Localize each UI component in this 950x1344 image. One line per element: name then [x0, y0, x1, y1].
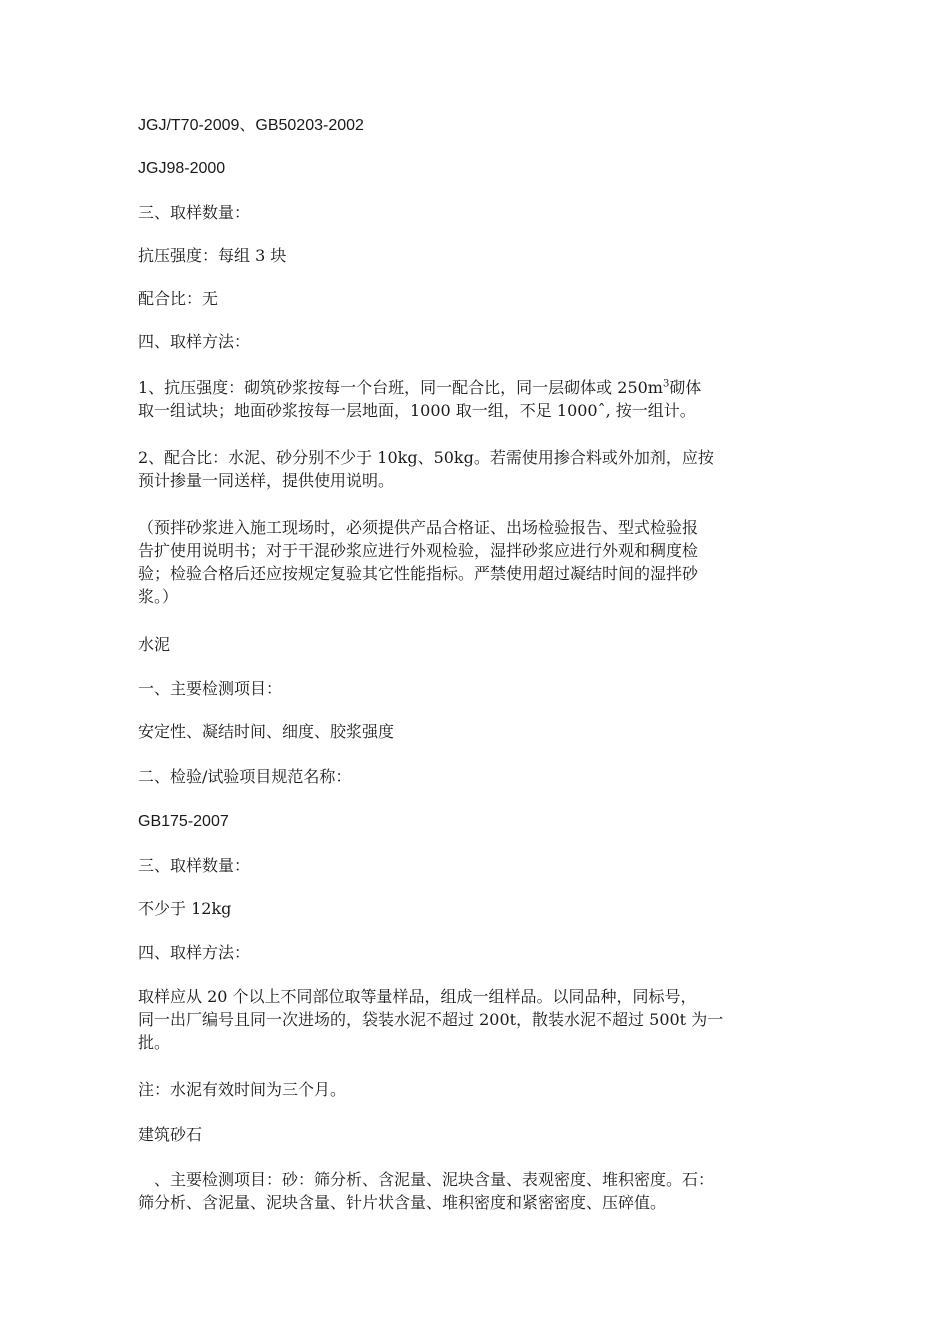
paragraph-cement-sampling-method: [138, 985, 818, 1054]
mix-ratio-quantity: 配合比：无: [138, 289, 219, 308]
standard-code-jgj98: JGJ98-2000: [138, 160, 226, 177]
text-line: 批。: [138, 1033, 171, 1052]
section-title-sand-stone: 建筑砂石: [138, 1125, 203, 1144]
paragraph-sand-stone-tests: [138, 1168, 818, 1214]
text-line: 浆。）: [138, 587, 179, 606]
text-line: 告扩使用说明书；对于干混砂浆应进行外观检验，湿拌砂浆应进行外观和稠度检: [138, 541, 699, 560]
text-segment: 砌体: [669, 378, 702, 397]
text-line: [138, 376, 818, 399]
paragraph-compressive-strength-method: [138, 376, 818, 422]
superscript: 3: [662, 378, 670, 390]
section-heading-sample-quantity-cement: 三、取样数量：: [138, 856, 251, 875]
cement-test-items: 安定性、凝结时间、细度、胶浆强度: [138, 722, 395, 741]
standard-codes-line: JGJ/T70-2009、GB50203-2002: [138, 117, 364, 134]
paragraph-mix-ratio-method: [138, 446, 818, 492]
text-line: 取样应从 20 个以上不同部位取等量样品，组成一组样品。以同品种，同标号，: [138, 987, 697, 1006]
text-line: （预拌砂浆进入施工现场时，必须提供产品合格证、出场检验报告、型式检验报: [138, 518, 699, 537]
paragraph-premixed-mortar-note: [138, 516, 818, 608]
text-line: 取一组试块；地面砂浆按每一层地面，1000 取一组，不足 1000ˆ, 按一组计。: [138, 401, 696, 420]
text-line: 预计掺量一同送样，提供使用说明。: [138, 471, 395, 490]
cement-validity-note: 注：水泥有效时间为三个月。: [138, 1080, 347, 1099]
section-title-cement: 水泥: [138, 635, 171, 654]
section-heading-standard-names: 二、检验/试验项目规范名称：: [138, 767, 352, 786]
cement-sample-quantity: 不少于 12kg: [138, 899, 232, 918]
text-line: 同一出厂编号且同一次进场的，袋装水泥不超过 200t，散装水泥不超过 500t 为一: [138, 1010, 724, 1029]
section-heading-sampling-method: 四、取样方法：: [138, 332, 251, 351]
compressive-strength-quantity: 抗压强度：每组 3 块: [138, 246, 287, 265]
text-line: 筛分析、含泥量、泥块含量、针片状含量、堆积密度和紧密密度、压碎值。: [138, 1193, 667, 1212]
section-heading-sample-quantity: 三、取样数量：: [138, 203, 251, 222]
text-line: 、主要检测项目：砂：筛分析、含泥量、泥块含量、表观密度、堆积密度。石：: [154, 1170, 715, 1189]
section-heading-sampling-method-cement: 四、取样方法：: [138, 943, 251, 962]
standard-code-gb175: GB175-2007: [138, 813, 229, 830]
text-line: 验；检验合格后还应按规定复验其它性能指标。严禁使用超过凝结时间的湿拌砂: [138, 564, 699, 583]
section-heading-main-tests: 一、主要检测项目：: [138, 679, 283, 698]
text-line: 2、配合比：水泥、砂分别不少于 10kg、50kg。若需使用掺合料或外加剂，应按: [138, 448, 714, 467]
text-segment: 1、抗压强度：砌筑砂浆按每一个台班，同一配合比，同一层砌体或 250m: [138, 378, 663, 397]
